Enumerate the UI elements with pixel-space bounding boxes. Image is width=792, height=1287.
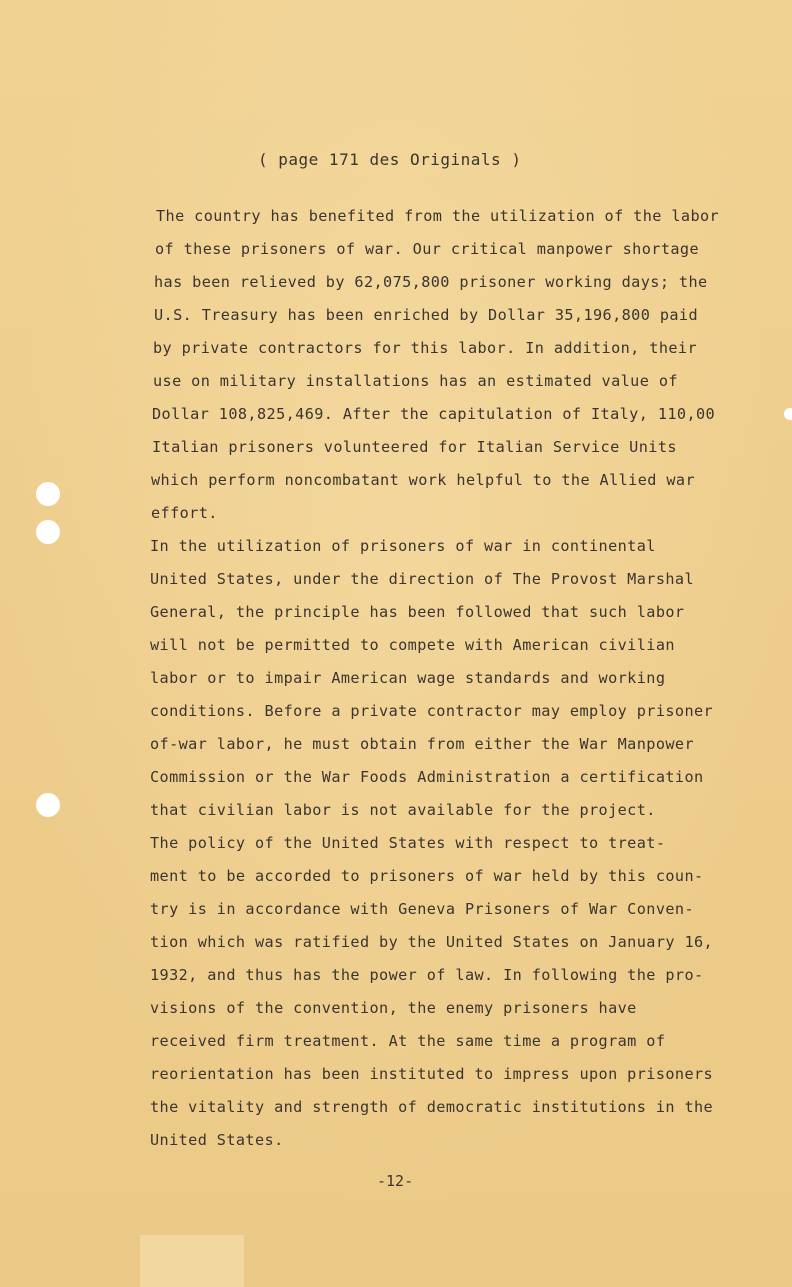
text-line: tion which was ratified by the United States on January 16, [150, 933, 714, 951]
body-text [150, 200, 760, 1157]
page-number: -12- [377, 1172, 414, 1190]
text-line: The policy of the United States with respect to treat- [150, 834, 666, 852]
text-line: United States. [150, 1131, 284, 1149]
punch-hole [36, 520, 60, 544]
text-line: U.S. Treasury has been enriched by Dollar 35,196,800 paid [154, 306, 698, 324]
punch-hole [36, 482, 60, 506]
punch-hole [36, 793, 60, 817]
text-line: effort. [151, 504, 218, 522]
text-line: that civilian labor is not available for the project. [150, 801, 656, 819]
text-line: Dollar 108,825,469. After the capitulation of Italy, 110,00 [152, 405, 716, 423]
text-line: try is in accordance with Geneva Prisoners of War Conven- [150, 900, 694, 918]
text-line: ment to be accorded to prisoners of war held by this coun- [150, 867, 704, 885]
text-line: labor or to impair American wage standards and working [150, 669, 666, 687]
text-line: General, the principle has been followed that such labor [150, 603, 685, 621]
text-line: United States, under the direction of The Provost Marshal [150, 570, 694, 588]
text-line: use on military installations has an estimated value of [153, 372, 678, 390]
paper-stain [140, 1235, 244, 1287]
text-line: received firm treatment. At the same time a program of [150, 1032, 666, 1050]
text-line: In the utilization of prisoners of war in continental [150, 537, 656, 555]
text-line: visions of the convention, the enemy prisoners have [150, 999, 637, 1017]
page-header: ( page 171 des Originals ) [258, 150, 522, 169]
text-line: the vitality and strength of democratic institutions in the [150, 1098, 714, 1116]
text-line: which perform noncombatant work helpful to the Allied war [151, 471, 695, 489]
text-line: reorientation has been instituted to impress upon prisoners [150, 1065, 714, 1083]
text-line: will not be permitted to compete with American civilian [150, 636, 675, 654]
text-line: of these prisoners of war. Our critical manpower shortage [155, 240, 699, 258]
edge-tear [784, 408, 792, 420]
text-line: The country has benefited from the utilization of the labor [156, 207, 720, 225]
text-line: Commission or the War Foods Administration a certification [150, 768, 704, 786]
text-line: has been relieved by 62,075,800 prisoner working days; the [154, 273, 708, 291]
text-line: by private contractors for this labor. In addition, their [153, 339, 697, 357]
text-line: Italian prisoners volunteered for Italian Service Units [152, 438, 677, 456]
text-line: 1932, and thus has the power of law. In following the pro- [150, 966, 704, 984]
text-line: of-war labor, he must obtain from either the War Manpower [150, 735, 694, 753]
text-line: conditions. Before a private contractor may employ prisoner [150, 702, 714, 720]
